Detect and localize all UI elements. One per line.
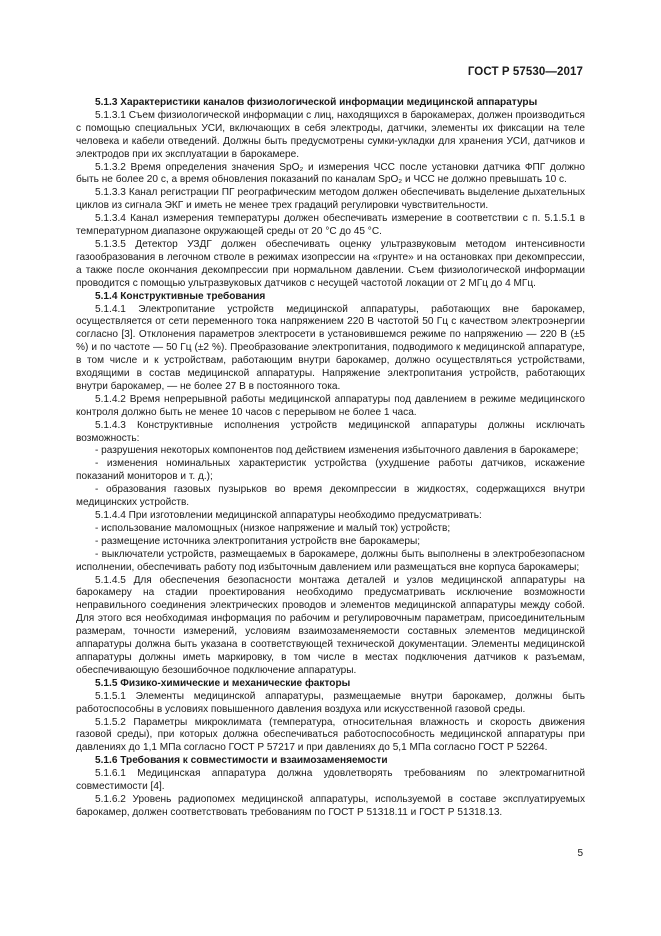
paragraph: 5.1.6.1 Медицинская аппаратура должна удовлетворять требованиям по электромагнитной совместимости [4]. <box>76 768 585 793</box>
paragraph: 5.1.4.4 При изготовлении медицинской аппаратуры необходимо предусматривать: <box>95 510 482 521</box>
document-body <box>76 97 585 820</box>
page-number: 5 <box>577 848 583 859</box>
paragraph: - разрушения некоторых компонентов под действием изменения избыточного давления в барокамере; <box>95 445 579 457</box>
section-heading: 5.1.3 Характеристики каналов физиологической информации медицинской аппаратуры <box>95 97 538 108</box>
section-heading: 5.1.6 Требования к совместимости и взаимозаменяемости <box>95 755 388 767</box>
paragraph: - изменения номинальных характеристик устройства (ухудшение работы датчиков, искажение показаний мониторов и т. д.); <box>76 458 585 483</box>
section-heading: 5.1.5 Физико-химические и механические факторы <box>95 677 351 689</box>
paragraph: - использование маломощных (низкое напряжение и малый ток) устройств; <box>95 522 451 534</box>
paragraph: 5.1.6.2 Уровень радиопомех медицинской аппаратуры, используемой в составе эксплуатируемых барокамер, должен соответствовать требованиям по ГОСТ Р 51318.11 и ГОСТ Р 51318.13. <box>76 793 585 818</box>
paragraph: 5.1.3.3 Канал регистрации ПГ реографическим методом должен обеспечивать выделение дыхательных циклов из сигнала ЭКГ и иметь не менее трех градаций регулировки чувствительности. <box>76 187 585 212</box>
paragraph: 5.1.5.2 Параметры микроклимата (температура, относительная влажность и скорость движения газовой среды), при которых должна обеспечиваться работоспособность медицинской аппаратуры при давлениях до 1,1 МПа согласно ГОСТ Р 57217 и при давлениях до 5,1 МПа согласно ГОСТ Р 52264. <box>76 716 585 754</box>
paragraph: 5.1.3.1 Съем физиологической информации с лиц, находящихся в барокамерах, должен производиться с помощью специальных УСИ, включающих в себя электроды, датчики, элементы их фиксации на теле человека и кабели отведений. Должны быть предусмотрены сумки-укладки для хранения УСИ, датчиков и электродов при их эксплуатации в барокамере. <box>76 109 585 160</box>
paragraph: 5.1.3.2 Время определения значения SpO₂ и измерения ЧСС после установки датчика ФПГ должно быть не более 20 с, а время обновления показаний по каналам SpO₂ и ЧСС не должно превышать 10 с. <box>76 161 585 186</box>
paragraph: 5.1.4.3 Конструктивные исполнения устройств медицинской аппаратуры должны исключать возможность: <box>76 419 585 444</box>
paragraph: - размещение источника электропитания устройств вне барокамеры; <box>95 535 421 547</box>
paragraph: - образования газовых пузырьков во время декомпрессии в жидкостях, содержащихся внутри медицинских устройств. <box>76 484 585 509</box>
paragraph: - выключатели устройств, размещаемых в барокамере, должны быть выполнены в электробезопасном исполнении, обеспечивать работу под избыточным давлением или размещаться вне корпуса барокамеры; <box>76 548 585 573</box>
paragraph: 5.1.3.4 Канал измерения температуры должен обеспечивать измерение в соответствии с п. 5.1.5.1 в температурном диапазоне окружающей среды от 20 °С до 45 °С. <box>76 213 585 238</box>
paragraph: 5.1.5.1 Элементы медицинской аппаратуры, размещаемые внутри барокамер, должны быть работоспособны в условиях повышенного давления воздуха или искусственной газовой среды. <box>76 690 585 715</box>
paragraph: 5.1.4.1 Электропитание устройств медицинской аппаратуры, работающих вне барокамер, осуществляется от сети переменного тока напряжением 220 В частотой 50 Гц с качеством электроэнергии согласно [3]. Отклонения параметров электросети в установившемся режиме по напряжению — 220 В (±5 %) и по частоте — 50 Гц (±2 %). Преобразование электропитания, подводимого к медицинской аппаратуре, в том числе и к устройствам, работающим внутри барокамер, должно осуществляться устройствами, входящими в состав медицинской аппаратуры. Напряжение электропитания устройств, работающих внутри барокамер, — не более 27 В в постоянного тока. <box>76 303 585 392</box>
document-header: ГОСТ Р 57530—2017 <box>467 66 583 78</box>
paragraph: 5.1.4.5 Для обеспечения безопасности монтажа деталей и узлов медицинской аппаратуры на барокамеру на стадии проектирования необходимо предусматривать исключение возможности неправильного соединения электрических проводов и элементов медицинской аппаратуры между собой. Для этого вся необходимая информация по рабочим и регулировочным параметрам, присоединительным размерам, точности измерений, условиям взаимозаменяемости составных элементов медицинской аппаратуры должна быть указана в соответствующей технической документации. Элементы медицинской аппаратуры должны иметь маркировку, в том числе в местах подключения датчиков к разъемам, обеспечивающую безошибочное подключение аппаратуры. <box>76 574 585 676</box>
paragraph: 5.1.4.2 Время непрерывной работы медицинской аппаратуры под давлением в режиме медицинского контроля должно быть не менее 10 часов с перерывом не более 1 часа. <box>76 393 585 418</box>
section-heading: 5.1.4 Конструктивные требования <box>95 290 266 302</box>
paragraph: 5.1.3.5 Детектор УЗДГ должен обеспечивать оценку ультразвуковым методом интенсивности газообразования в легочном стволе в режимах изопрессии на «грунте» и на остановках при декомпрессии, а также после окончания декомпрессии при нормальном давлении. Съем физиологической информации проводится с помощью ультразвуковых датчиков с несущей частотой локации от 2 МГц до 4 МГц. <box>76 238 585 289</box>
